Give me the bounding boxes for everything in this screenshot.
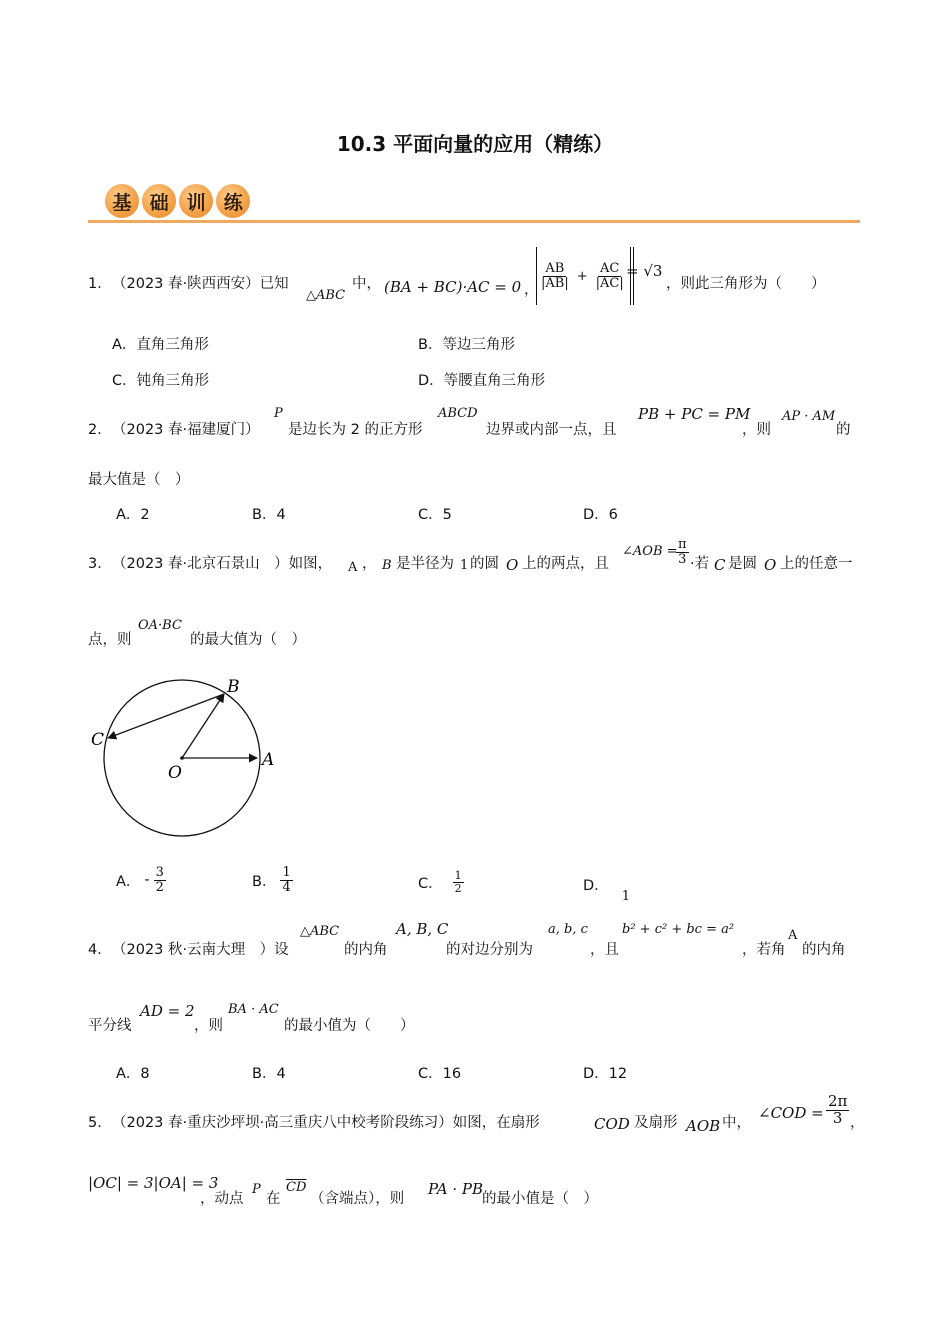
badge-char-4: 练 — [216, 184, 250, 218]
q2-option-a[interactable]: A．2 — [116, 507, 150, 523]
q4-text-3: ，且 — [590, 942, 619, 958]
q3-text-1: 是半径为 — [396, 556, 454, 572]
q1-source: （2023 春·陕西西安）已知 — [112, 276, 289, 292]
q4-expression: BA · AC — [228, 1002, 279, 1017]
q4-option-c[interactable]: C．16 — [418, 1066, 462, 1082]
q3-label-b: B — [227, 677, 240, 697]
q3-option-d[interactable]: D． $_1$ — [583, 878, 631, 904]
badge-char-1: 基 — [105, 184, 139, 218]
q2-text-1: 是边长为 2 的正方形 — [288, 422, 423, 438]
q4-line-2b: ，则 — [194, 1018, 223, 1034]
q3-option-b[interactable]: B． $\frac{1}{4}$ — [252, 864, 291, 895]
q3-angle-fraction: $\frac{\pi}{3}$ — [678, 537, 687, 567]
q5-number: 5． — [88, 1115, 112, 1131]
q5-sector-aob: AOB — [686, 1117, 721, 1135]
q4-text-4: ，若角 — [742, 942, 786, 958]
q2-source: （2023 春·福建厦门） — [112, 422, 260, 438]
q1-comma: ， — [524, 282, 539, 298]
q4-text-2: 的对边分别为 — [446, 942, 533, 958]
q4-triangle: △ABC — [300, 924, 340, 939]
q3-circle-o: O — [506, 556, 519, 574]
badge-char-2: 础 — [142, 184, 176, 218]
q4-text-5: 的内角 — [802, 942, 846, 958]
q2-equation: PB + PC = PM — [638, 405, 751, 423]
q3-circle-o-2: O — [764, 556, 777, 574]
q3-vector-ob — [182, 694, 224, 758]
q2-number: 2． — [88, 422, 112, 438]
q5-angle: ∠COD = — [758, 1104, 824, 1122]
q1-fraction-ac: $\frac{AC}{|AC|}$ — [595, 260, 624, 291]
q2-line-2: 最大值是（ ） — [88, 472, 190, 488]
q1-number: 1． — [88, 276, 112, 292]
q3-text-2: 的圆 — [470, 556, 499, 572]
q3-text-4: ·若 — [690, 556, 710, 572]
q3-circle-figure — [86, 670, 286, 840]
q4-bisector: AD = 2 — [140, 1002, 195, 1020]
q4-option-b[interactable]: B．4 — [252, 1066, 286, 1082]
q1-text-mid: 中， — [352, 276, 381, 292]
q5-sector-cod: COD — [594, 1115, 630, 1133]
q2-text-3: ，则 — [742, 422, 771, 438]
q5-text-5: 在 — [266, 1191, 281, 1207]
q3-label-a: A — [262, 750, 275, 770]
q2-option-d[interactable]: D．6 — [583, 507, 618, 523]
q3-radius: 1 — [460, 558, 469, 573]
q1-option-a[interactable]: A．直角三角形 — [112, 337, 209, 353]
q1-option-c[interactable]: C．钝角三角形 — [112, 373, 210, 389]
section-badge-basic-training — [105, 184, 248, 218]
q2-option-c[interactable]: C．5 — [418, 507, 452, 523]
q3-option-c[interactable]: C． $\frac{1}{2}$ — [418, 868, 462, 895]
q5-text-3: ， — [850, 1115, 865, 1131]
q3-text-5: 是圆 — [728, 556, 757, 572]
q4-line-2c: 的最小值为（ ） — [284, 1018, 415, 1034]
q3-option-a[interactable]: A． - $\frac{3}{2}$ — [116, 864, 164, 895]
q1-unit-vector-sum: $\frac{AB}{|AB|}$ + $\frac{AC}{|AC|}$ — [536, 246, 634, 306]
q3-point-a: A — [348, 560, 358, 575]
q3-number: 3． — [88, 556, 112, 572]
q5-angle-fraction: $\frac{2\pi}{3}$ — [828, 1092, 848, 1127]
q1-option-b[interactable]: B．等边三角形 — [418, 337, 515, 353]
q5-text-1: 及扇形 — [634, 1115, 678, 1131]
q1-equation-1: (BA + BC)·AC = 0 — [384, 278, 522, 296]
q5-text-4: ，动点 — [200, 1191, 244, 1207]
q1-triangle: △ABC — [306, 288, 346, 303]
badge-char-3: 训 — [179, 184, 213, 218]
q3-sep: ， — [362, 556, 377, 572]
q1-equation-2: = √3 — [626, 262, 663, 280]
q4-sides: a, b, c — [548, 922, 588, 937]
q4-angles: A, B, C — [396, 920, 449, 938]
q4-text-1: 的内角 — [344, 942, 388, 958]
q5-text-6: （含端点），则 — [310, 1191, 405, 1207]
q4-source: （2023 秋·云南大理 ）设 — [112, 942, 289, 958]
q4-angle-a: A — [788, 928, 798, 943]
q2-text-2: 边界或内部一点，且 — [486, 422, 617, 438]
q2-point-p: P — [274, 406, 283, 421]
q1-tail: ，则此三角形为（ ） — [666, 276, 826, 292]
q4-number: 4． — [88, 942, 112, 958]
q2-square: ABCD — [438, 406, 478, 421]
q5-text-2: 中， — [722, 1115, 751, 1131]
q3-text-3: 上的两点，且 — [522, 556, 609, 572]
q3-text-6: 上的任意一 — [780, 556, 853, 572]
q4-option-d[interactable]: D．12 — [583, 1066, 628, 1082]
q5-text-7: 的最小值是（ ） — [482, 1191, 598, 1207]
q5-source: （2023 春·重庆沙坪坝·高三重庆八中校考阶段练习）如图，在扇形 — [112, 1115, 540, 1131]
q3-vector-bc — [108, 694, 224, 738]
q2-expression: AP · AM — [782, 409, 836, 424]
q3-line-2a: 点，则 — [88, 632, 132, 648]
q4-equation: b² + c² + bc = a² — [622, 922, 735, 937]
q3-source: （2023 春·北京石景山 ）如图， — [112, 556, 333, 572]
q4-line-2a: 平分线 — [88, 1018, 132, 1034]
q3-line-2b: 的最大值为（ ） — [190, 632, 306, 648]
q3-point-b: B — [382, 558, 392, 573]
q3-label-o: O — [168, 763, 182, 783]
page-title: 10.3 平面向量的应用（精练） — [336, 132, 614, 156]
q5-arc-cd: $\overline{CD}$ — [286, 1180, 307, 1195]
q3-expression: OA·BC — [138, 618, 182, 633]
q2-option-b[interactable]: B．4 — [252, 507, 286, 523]
q1-fraction-ab: $\frac{AB}{|AB|}$ — [541, 260, 569, 291]
q5-expression: PA · PB — [428, 1180, 483, 1198]
q5-equation: |OC| = 3|OA| = 3 — [88, 1174, 219, 1192]
q3-angle: ∠AOB = — [622, 544, 678, 559]
q5-point-p: P — [252, 1182, 261, 1197]
q3-label-c: C — [91, 730, 105, 750]
q3-point-c: C — [714, 556, 726, 574]
q4-option-a[interactable]: A．8 — [116, 1066, 150, 1082]
section-divider — [88, 220, 860, 223]
q1-option-d[interactable]: D．等腰直角三角形 — [418, 373, 546, 389]
q2-text-4: 的 — [836, 422, 851, 438]
